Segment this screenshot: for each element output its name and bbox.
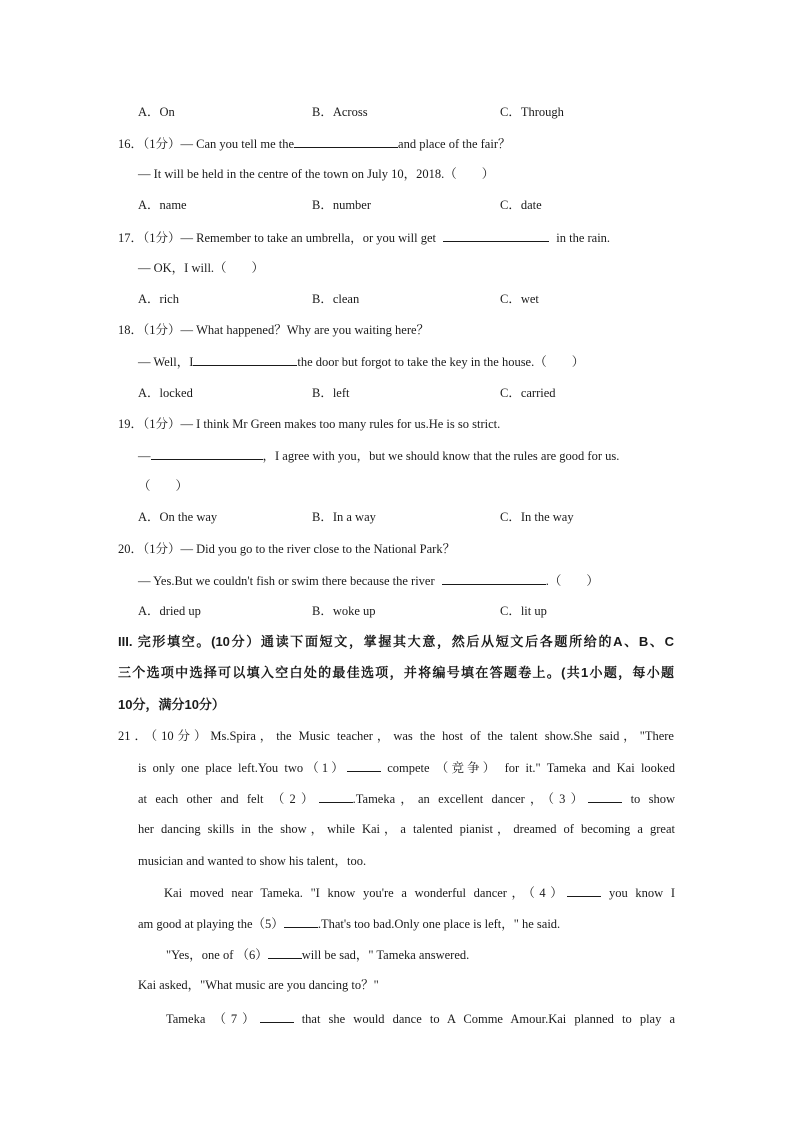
q21-line-8-start: "Yes，one of （6） [166,948,268,962]
q21-line-3-mid: .Tameka，an excellent dancer，（3） [352,792,589,806]
q21-blank-5 [284,915,318,928]
q21-blank-6 [268,946,302,959]
q21-blank-3 [588,790,622,803]
q21-line-10-end: that she would dance to A Comme Amour.Kai planned to play a [301,1012,675,1026]
q20-option-b: B．woke up [312,604,376,618]
q21-line-10-start: Tameka （7） [166,1012,260,1026]
q19-response-end: ，I agree with you，but we should know that the rules are good for us. [262,449,620,463]
q21-line-6-end: you know I [608,886,676,900]
section-3-heading-line-3: 10分，满分10分） [118,697,225,712]
q17-stem-start: 17．（1分）— Remember to take an umbrella，or you will get [118,231,436,245]
q20-response-start: — Yes.But we couldn't fish or swim there because the river [138,574,435,588]
q19-stem: 19．（1分）— I think Mr Green makes too many rules for us.He is so strict. [118,417,501,431]
q19-response-start: — [138,449,151,463]
q16-stem-start: 16．（1分）— Can you tell me the [118,137,295,151]
q21-line-3 [138,790,675,807]
q21-line-3-start: at each other and felt （2） [138,792,319,806]
q18-option-b: B．left [312,386,350,400]
q21-line-7-end: .That's too bad.Only one place is left，" he said. [317,917,561,931]
q21-line-9: Kai asked，"What music are you dancing to？" [138,978,379,992]
q21-line-1: 21．（10分）Ms.Spira，the Music teacher，was the host of the talent show.She said，"There [118,729,674,743]
q16-option-a: A．name [138,198,187,212]
q18-option-a: A．locked [138,386,193,400]
q16-stem-end: and place of the fair？ [398,137,511,151]
q18-blank [193,353,297,366]
q21-line-2-end: compete （竞争） for it." Tameka and Kai looked [387,761,675,775]
q19-response [138,447,619,464]
q20-option-a: A．dried up [138,604,201,618]
q19-blank [151,447,263,460]
q21-blank-1 [347,759,381,772]
q18-option-c: C．carried [500,386,556,400]
q21-line-8 [166,946,469,963]
q21-line-8-end: will be sad，" Tameka answered. [301,948,470,962]
q21-blank-7 [260,1010,294,1023]
q21-line-6-start: Kai moved near Tameka. "I know you're a wonderful dancer，（4） [164,886,568,900]
q16-stem [118,135,510,152]
q18-response-start: — Well，I [138,355,194,369]
q20-response [138,572,599,589]
q21-line-7 [138,915,560,932]
q17-stem-end: in the rain. [556,231,611,245]
q17-response: — OK，I will.（ ） [138,261,265,275]
section-3-heading-line-1: III. 完形填空。(10分）通读下面短文，掌握其大意，然后从短文后各题所给的A、B、C [118,634,674,649]
q17-option-a: A．rich [138,292,179,306]
q20-stem: 20．（1分）— Did you go to the river close to the National Park？ [118,542,456,556]
q21-line-5: musician and wanted to show his talent，too. [138,854,367,868]
q20-response-end: .（ ） [545,574,599,588]
q17-blank [443,229,549,242]
q21-line-2 [138,759,675,776]
q17-option-b: B．clean [312,292,360,306]
q20-blank [442,572,546,585]
q19-option-c: C．In the way [500,510,574,524]
q21-line-6 [138,884,675,901]
q19-answer-bracket: （ ） [138,479,189,493]
q16-option-b: B．number [312,198,372,212]
q15-option-b: B．Across [312,105,368,119]
q21-line-2-start: is only one place left.You two（1） [138,761,347,775]
q21-line-3-end: to show [630,792,675,806]
q21-line-4: her dancing skills in the show，while Kai，a talented pianist，dreamed of becoming a great [138,822,675,836]
q21-line-7-start: am good at playing the（5） [138,917,284,931]
q18-response-end: the door but forgot to take the key in the house.（ ） [297,355,585,369]
q15-option-a: A．On [138,105,175,119]
q19-option-b: B．In a way [312,510,376,524]
q21-line-10 [138,1010,675,1027]
q21-blank-4 [567,884,601,897]
q17-stem [118,229,610,246]
q16-blank [294,135,398,148]
q16-response: — It will be held in the centre of the town on July 10，2018.（ ） [138,167,495,181]
q15-option-c: C．Through [500,105,564,119]
q20-option-c: C．lit up [500,604,547,618]
q17-option-c: C．wet [500,292,539,306]
q19-option-a: A．On the way [138,510,218,524]
q18-response [138,353,584,370]
section-3-heading-line-2: 三个选项中选择可以填入空白处的最佳选项，并将编号填在答题卷上。(共1小题，每小题 [118,665,674,680]
q16-option-c: C．date [500,198,542,212]
q18-stem: 18．（1分）— What happened？Why are you waiting here？ [118,323,430,337]
q21-blank-2 [319,790,353,803]
